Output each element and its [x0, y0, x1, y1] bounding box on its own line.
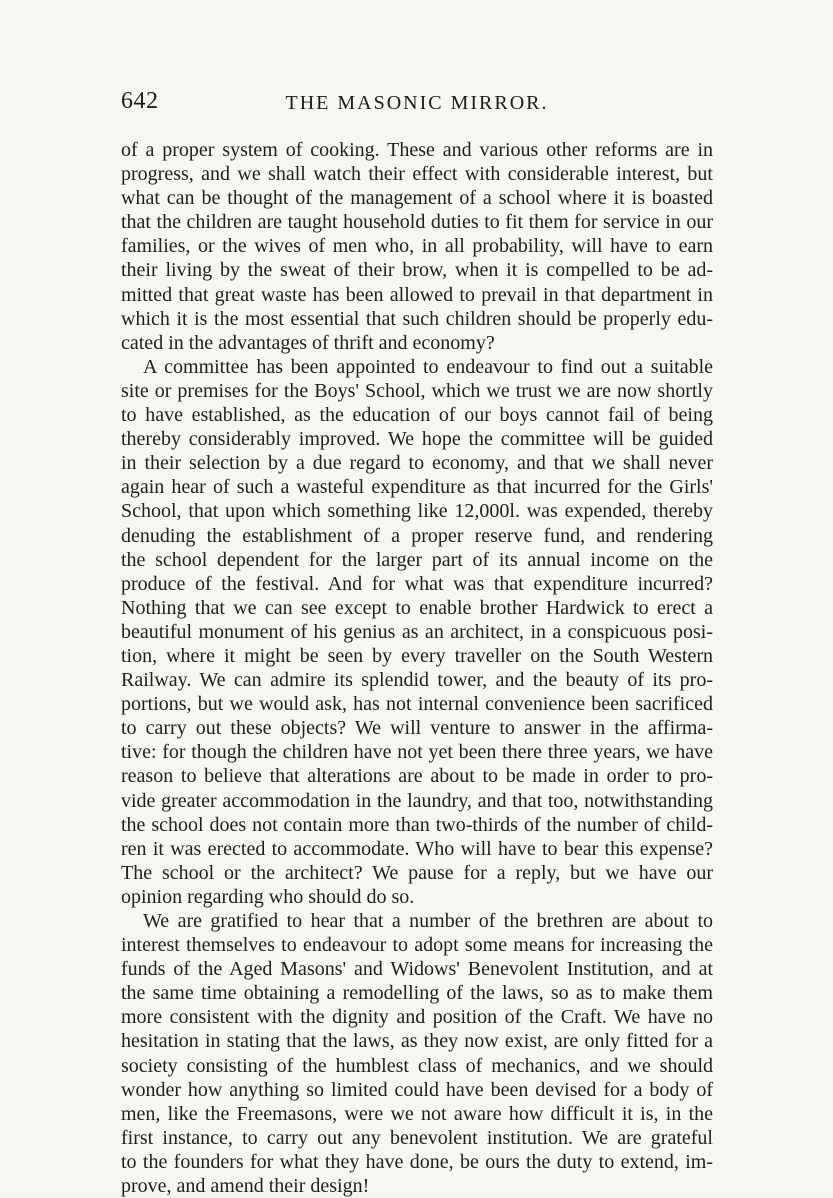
text-line: tive: for though the children have not yet been there three years, we have [121, 741, 713, 764]
paragraph-first-line: A committee has been appointed to endeavour to find out a suitable [143, 355, 713, 378]
text-line: denuding the establishment of a proper reserve fund, and rendering [121, 524, 713, 547]
text-line: their living by the sweat of their brow, when it is compelled to be ad- [121, 259, 713, 282]
page-number: 642 [121, 88, 159, 114]
text-line: the school does not contain more than two-thirds of the number of child- [121, 813, 713, 836]
text-line: site or premises for the Boys' School, which we trust we are now shortly [121, 379, 713, 402]
text-line: more consistent with the dignity and position of the Craft. We have no [121, 1006, 713, 1029]
text-line: to have established, as the education of our boys cannot fail of being [121, 404, 713, 427]
paragraph-last-line: opinion regarding who should do so. [121, 885, 415, 908]
text-line: to carry out these objects? We will venture to answer in the affirma- [121, 717, 713, 740]
text-line: thereby considerably improved. We hope the committee will be guided [121, 428, 713, 451]
paragraph-last-line: prove, and amend their design! [121, 1175, 370, 1198]
text-line: of a proper system of cooking. These and various other reforms are in [121, 139, 713, 161]
text-line: vide greater accommodation in the laundry, and that too, notwithstanding [121, 789, 713, 812]
text-line: funds of the Aged Masons' and Widows' Benevolent Institution, and at [121, 958, 713, 981]
paragraph-last-line: cated in the advantages of thrift and economy? [121, 331, 495, 354]
text-line: first instance, to carry out any benevolent institution. We are grateful [121, 1126, 713, 1149]
text-line: progress, and we shall watch their effect with considerable interest, but [121, 163, 713, 186]
text-line: families, or the wives of men who, in all probability, will have to earn [121, 235, 713, 258]
text-line: portions, but we would ask, has not internal convenience been sacrificed [121, 693, 713, 716]
text-line: tion, where it might be seen by every traveller on the South Western [121, 644, 713, 667]
text-line: the same time obtaining a remodelling of the laws, so as to make them [121, 982, 713, 1005]
text-line: mitted that great waste has been allowed to prevail in that department in [121, 283, 713, 306]
text-line: The school or the architect? We pause for a reply, but we have our [121, 861, 713, 884]
text-line: to the founders for what they have done, be ours the duty to extend, im- [121, 1150, 713, 1173]
text-line: that the children are taught household duties to fit them for service in our [121, 211, 713, 234]
running-title: THE MASONIC MIRROR. [285, 92, 549, 114]
text-line: in their selection by a due regard to economy, and that we shall never [121, 452, 713, 475]
text-line: men, like the Freemasons, were we not aware how difficult it is, in the [121, 1102, 713, 1125]
text-line: wonder how anything so limited could have been devised for a body of [121, 1078, 713, 1101]
text-line: hesitation in stating that the laws, as they now exist, are only fitted for a [121, 1030, 713, 1053]
text-line: what can be thought of the management of a school where it is boasted [121, 187, 713, 210]
text-line: Railway. We can admire its splendid tower, and the beauty of its pro- [121, 669, 713, 692]
text-line: interest themselves to endeavour to adopt some means for increasing the [121, 934, 713, 957]
text-line: produce of the festival. And for what was that expenditure incurred? [121, 572, 713, 595]
article-text [121, 138, 713, 1198]
text-line: again hear of such a wasteful expenditure as that incurred for the Girls' [121, 476, 713, 499]
text-line: society consisting of the humblest class of mechanics, and we should [121, 1054, 713, 1077]
text-line: School, that upon which something like 12,000l. was expended, thereby [121, 500, 713, 523]
text-line: which it is the most essential that such children should be properly edu- [121, 307, 713, 330]
text-line: reason to believe that alterations are about to be made in order to pro- [121, 765, 713, 788]
text-line: beautiful monument of his genius as an architect, in a conspicuous posi- [121, 620, 713, 643]
text-line: the school dependent for the larger part of its annual income on the [121, 548, 713, 571]
text-line: Nothing that we can see except to enable brother Hardwick to erect a [121, 596, 713, 619]
paragraph-first-line: We are gratified to hear that a number of the brethren are about to [143, 910, 713, 932]
page-header [121, 88, 713, 120]
text-line: ren it was erected to accommodate. Who will have to bear this expense? [121, 837, 713, 860]
